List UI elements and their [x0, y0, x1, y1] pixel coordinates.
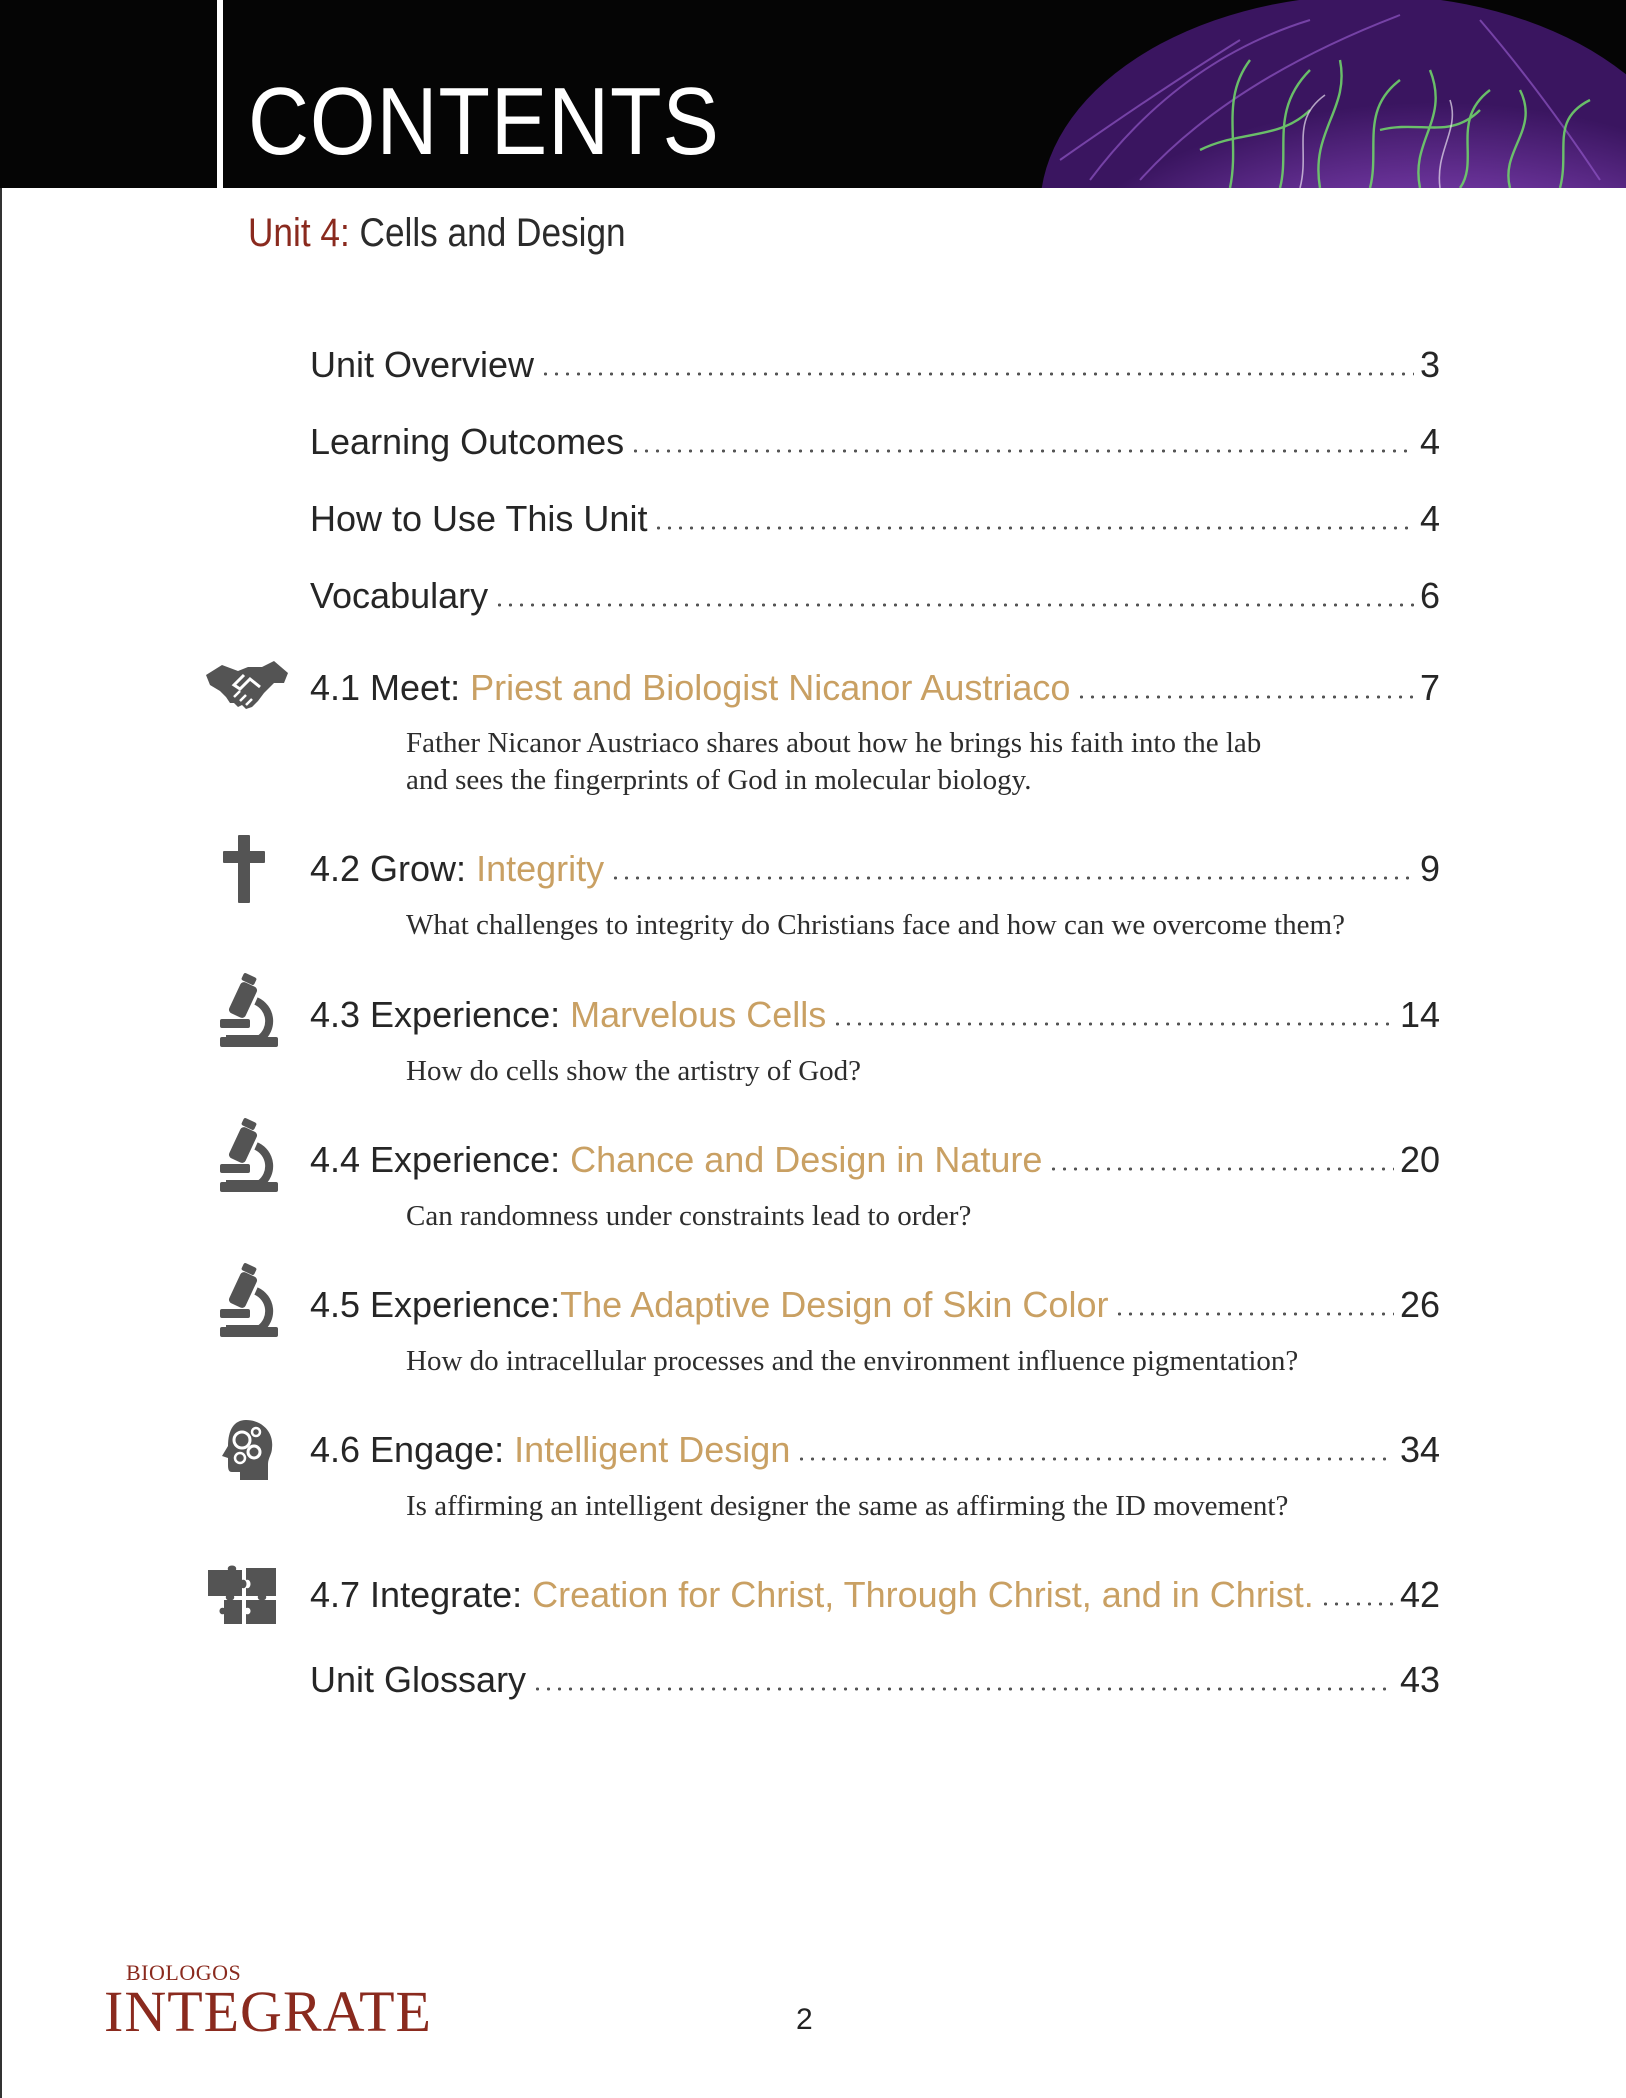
microscope-icon [216, 973, 280, 1049]
toc-page-number: 14 [1399, 994, 1440, 1035]
toc-page-number: 7 [1419, 667, 1440, 708]
toc-page-number: 20 [1399, 1139, 1440, 1180]
toc-page-number: 42 [1399, 1574, 1440, 1615]
toc-label: Vocabulary [310, 575, 489, 616]
toc-entry-how-to-use[interactable] [310, 494, 1440, 544]
toc-entry-4-4[interactable] [310, 1135, 1440, 1185]
dot-leader [796, 1455, 1394, 1463]
toc-entry-4-2[interactable] [310, 844, 1440, 894]
logo-big-text: INTEGRATE [104, 1979, 432, 2044]
toc-section-title: Intelligent Design [514, 1429, 791, 1470]
toc-section-title: Priest and Biologist Nicanor Austriaco [470, 667, 1071, 708]
toc-description [406, 1343, 1406, 1380]
toc-page-number: 4 [1419, 498, 1440, 539]
toc-entry-4-6[interactable] [310, 1425, 1440, 1475]
page-border [0, 0, 2, 2098]
toc-page-number: 9 [1419, 848, 1440, 889]
toc-page-number: 34 [1399, 1429, 1440, 1470]
toc-label: Unit Glossary [310, 1659, 527, 1700]
unit-heading [248, 208, 626, 258]
dot-leader [1076, 693, 1414, 701]
unit-number: Unit 4: [248, 211, 350, 255]
toc-description-line: and sees the fingerprints of God in molecular biology. [406, 764, 1032, 796]
header-divider [217, 0, 223, 188]
dot-leader [494, 601, 1414, 609]
toc-entry-unit-overview[interactable] [310, 340, 1440, 390]
toc-section-title: Integrity [476, 848, 605, 889]
page-number: 2 [796, 2003, 813, 2036]
dot-leader [653, 524, 1414, 532]
toc-section-prefix: 4.2 Grow: [310, 848, 477, 889]
toc-description-line: How do intracellular processes and the environment influence pigmentation? [406, 1345, 1299, 1377]
toc-description [406, 907, 1406, 944]
head-gears-icon [220, 1418, 276, 1482]
toc-description-line: Is affirming an intelligent designer the same as affirming the ID movement? [406, 1490, 1289, 1522]
toc-label: How to Use This Unit [310, 498, 648, 539]
toc-entry-4-5[interactable] [310, 1280, 1440, 1330]
handshake-icon [204, 653, 290, 723]
unit-name: Cells and Design [359, 211, 626, 255]
toc-description [406, 1053, 1406, 1090]
toc-description [406, 725, 1406, 799]
toc-entry-4-3[interactable] [310, 990, 1440, 1040]
dot-leader [532, 1685, 1394, 1693]
toc-section-title: Marvelous Cells [570, 994, 827, 1035]
toc-description [406, 1198, 1406, 1235]
toc-description [406, 1488, 1406, 1525]
puzzle-icon [206, 1562, 278, 1626]
toc-page-number: 6 [1419, 575, 1440, 616]
toc-section-prefix: 4.4 Experience: [310, 1139, 571, 1180]
toc-section-prefix: 4.1 Meet: [310, 667, 471, 708]
page-title: CONTENTS [248, 68, 720, 175]
dot-leader [832, 1020, 1394, 1028]
dot-leader [1320, 1600, 1394, 1608]
toc-description-line: What challenges to integrity do Christians face and how can we overcome them? [406, 909, 1345, 941]
dot-leader [610, 874, 1414, 882]
toc-page-number: 4 [1419, 421, 1440, 462]
dot-leader [1114, 1310, 1394, 1318]
cross-icon [220, 834, 268, 904]
toc-label: Unit Overview [310, 344, 535, 385]
toc-section-prefix: 4.3 Experience: [310, 994, 571, 1035]
toc-section-prefix: 4.6 Engage: [310, 1429, 515, 1470]
toc-entry-4-7[interactable] [310, 1570, 1440, 1620]
toc-page-number: 43 [1399, 1659, 1440, 1700]
logo-small-text: BIOLOGOS [126, 1960, 242, 1985]
toc-entry-learning-outcomes[interactable] [310, 417, 1440, 467]
toc-entry-vocabulary[interactable] [310, 571, 1440, 621]
microscope-icon [216, 1263, 280, 1339]
toc-section-title: The Adaptive Design of Skin Color [560, 1284, 1109, 1325]
toc-section-title: Creation for Christ, Through Christ, and in Christ. [532, 1574, 1314, 1615]
microscope-icon [216, 1118, 280, 1194]
toc-section-prefix: 4.5 Experience: [310, 1284, 561, 1325]
toc-description-line: Father Nicanor Austriaco shares about how he brings his faith into the lab [406, 727, 1262, 759]
toc-entry-4-1[interactable] [310, 663, 1440, 713]
dot-leader [540, 370, 1414, 378]
toc-entry-unit-glossary[interactable] [310, 1655, 1440, 1705]
dot-leader [630, 447, 1414, 455]
toc-description-line: How do cells show the artistry of God? [406, 1055, 862, 1087]
toc-page-number: 3 [1419, 344, 1440, 385]
cell-micrograph-image [980, 0, 1626, 188]
toc-description-line: Can randomness under constraints lead to order? [406, 1200, 972, 1232]
header-banner [0, 0, 1626, 188]
toc-label: Learning Outcomes [310, 421, 625, 462]
toc-section-title: Chance and Design in Nature [570, 1139, 1043, 1180]
toc-section-prefix: 4.7 Integrate: [310, 1574, 533, 1615]
dot-leader [1048, 1165, 1394, 1173]
toc-page-number: 26 [1399, 1284, 1440, 1325]
